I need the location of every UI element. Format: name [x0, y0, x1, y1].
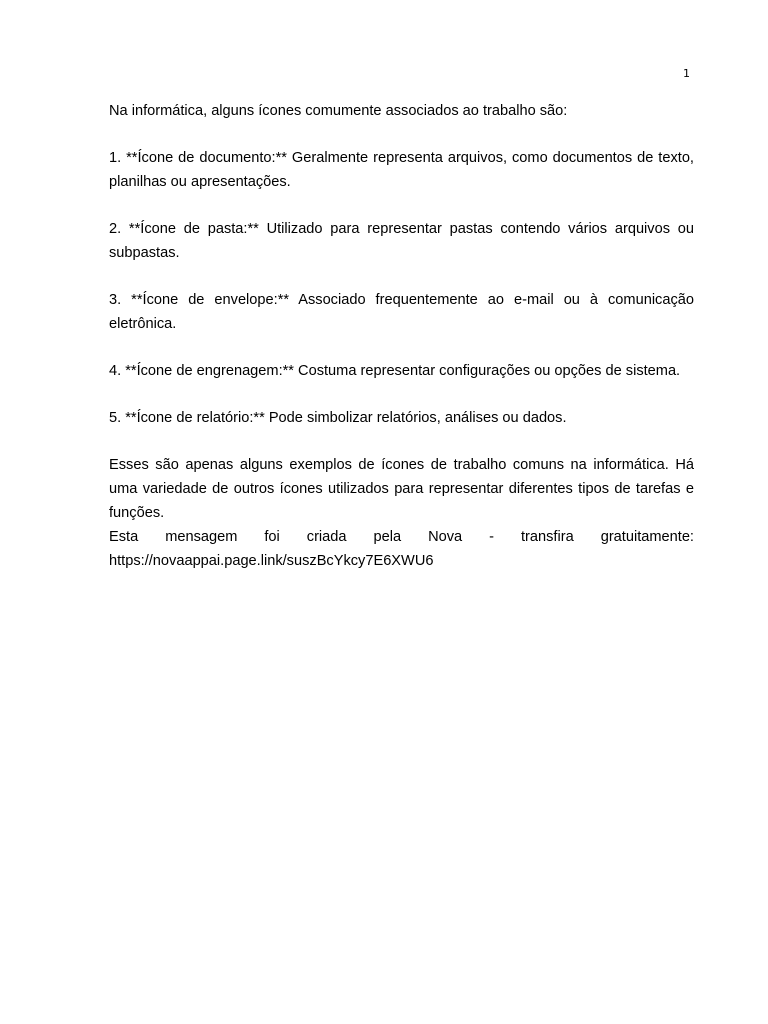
footer-link: https://novaappai.page.link/suszBcYkcy7E6XWU6	[109, 553, 434, 569]
document-body	[109, 99, 694, 573]
list-item-folder-icon: 2. **Ícone de pasta:** Utilizado para representar pastas contendo vários arquivos ou subpastas.	[109, 221, 694, 261]
intro-paragraph: Na informática, alguns ícones comumente associados ao trabalho são:	[109, 103, 568, 119]
closing-paragraph: Esses são apenas alguns exemplos de ícones de trabalho comuns na informática. Há uma variedade de outros ícones utilizados para representar diferentes tipos de tarefas e funções.	[109, 457, 694, 521]
list-item-document-icon: 1. **Ícone de documento:** Geralmente representa arquivos, como documentos de texto, planilhas ou apresentações.	[109, 150, 694, 190]
list-item-gear-icon: 4. **Ícone de engrenagem:** Costuma representar configurações ou opções de sistema.	[109, 363, 681, 379]
footer-message: Esta mensagem foi criada pela Nova - transfira gratuitamente:	[109, 529, 694, 545]
list-item-envelope-icon: 3. **Ícone de envelope:** Associado frequentemente ao e-mail ou à comunicação eletrônica.	[109, 292, 694, 332]
list-item-report-icon: 5. **Ícone de relatório:** Pode simbolizar relatórios, análises ou dados.	[109, 410, 567, 426]
page-number: 1	[683, 67, 690, 80]
